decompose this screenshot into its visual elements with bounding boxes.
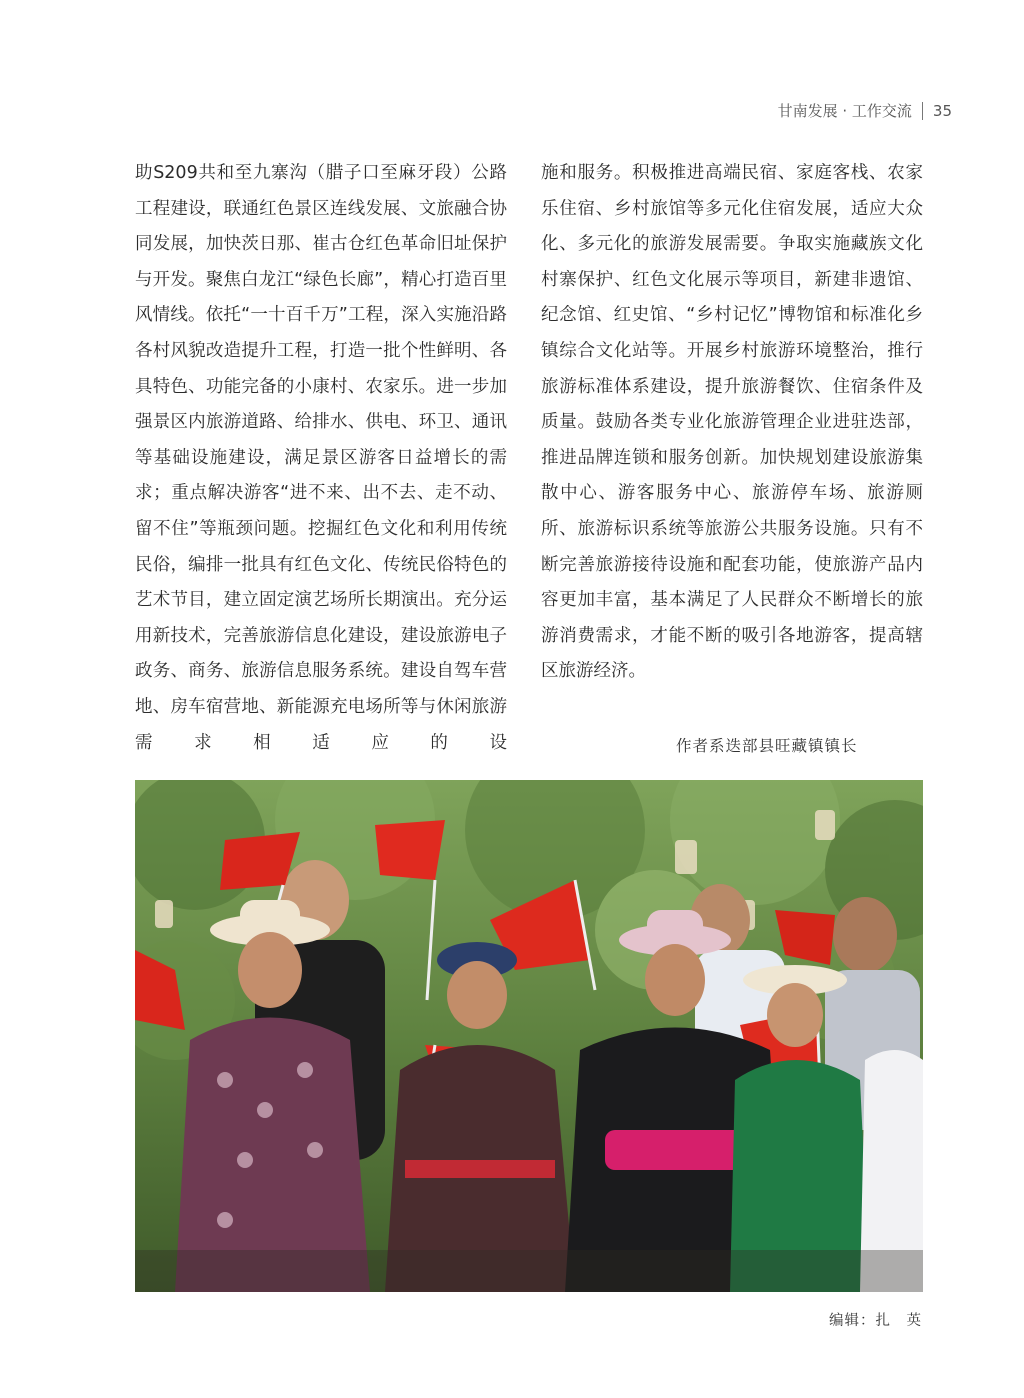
- group-photo: [135, 780, 923, 1292]
- article-right-column: 施和服务。积极推进高端民宿、家庭客栈、农家乐住宿、乡村旅馆等多元化住宿发展，适应大众化、多元化的旅游发展需要。争取实施藏族文化村寨保护、红色文化展示等项目，新建非遗馆、纪念馆、红史馆、“乡村记忆”博物馆和标准化乡镇综合文化站等。开展乡村旅游环境整治，推行旅游标准体系建设，提升旅游餐饮、住宿条件及质量。鼓励各类专业化旅游管理企业进驻迭部，推进品牌连锁和服务创新。加快规划建设旅游集散中心、游客服务中心、旅游停车场、旅游厕所、旅游标识系统等旅游公共服务设施。只有不断完善旅游接待设施和配套功能，使旅游产品内容更加丰富，基本满足了人民群众不断增长的旅游消费需求，才能不断的吸引各地游客，提高辖区旅游经济。: [541, 163, 923, 682]
- running-header: [778, 100, 952, 121]
- photo-illustration: [135, 780, 923, 1292]
- editor-credit: 编辑：扎 英: [829, 1313, 922, 1329]
- page-number: 35: [932, 101, 952, 120]
- section-title: 甘南发展 · 工作交流: [777, 102, 912, 120]
- article-left-column: 助S209共和至九寨沟（腊子口至麻牙段）公路工程建设，联通红色景区连线发展、文旅融合协同发展，加快茨日那、崔古仓红色革命旧址保护与开发。聚焦白龙江“绿色长廊”，精心打造百里风情线。依托“一十百千万”工程，深入实施沿路各村风貌改造提升工程，打造一批个性鲜明、各具特色、功能完备的小康村、农家乐。进一步加强景区内旅游道路、给排水、供电、环卫、通讯等基础设施建设，满足景区游客日益增长的需求；重点解决游客“进不来、出不去、走不动、留不住”等瓶颈问题。挖掘红色文化和利用传统民俗，编排一批具有红色文化、传统民俗特色的艺术节目，建立固定演艺场所长期演出。充分运用新技术，完善旅游信息化建设，建设旅游电子政务、商务、旅游信息服务系统。建设自驾车营地、房车宿营地、新能源充电场所等与休闲旅游需求相适应的设: [135, 163, 507, 753]
- header-divider: [922, 102, 923, 120]
- author-byline: 作者系迭部县旺藏镇镇长: [676, 737, 858, 755]
